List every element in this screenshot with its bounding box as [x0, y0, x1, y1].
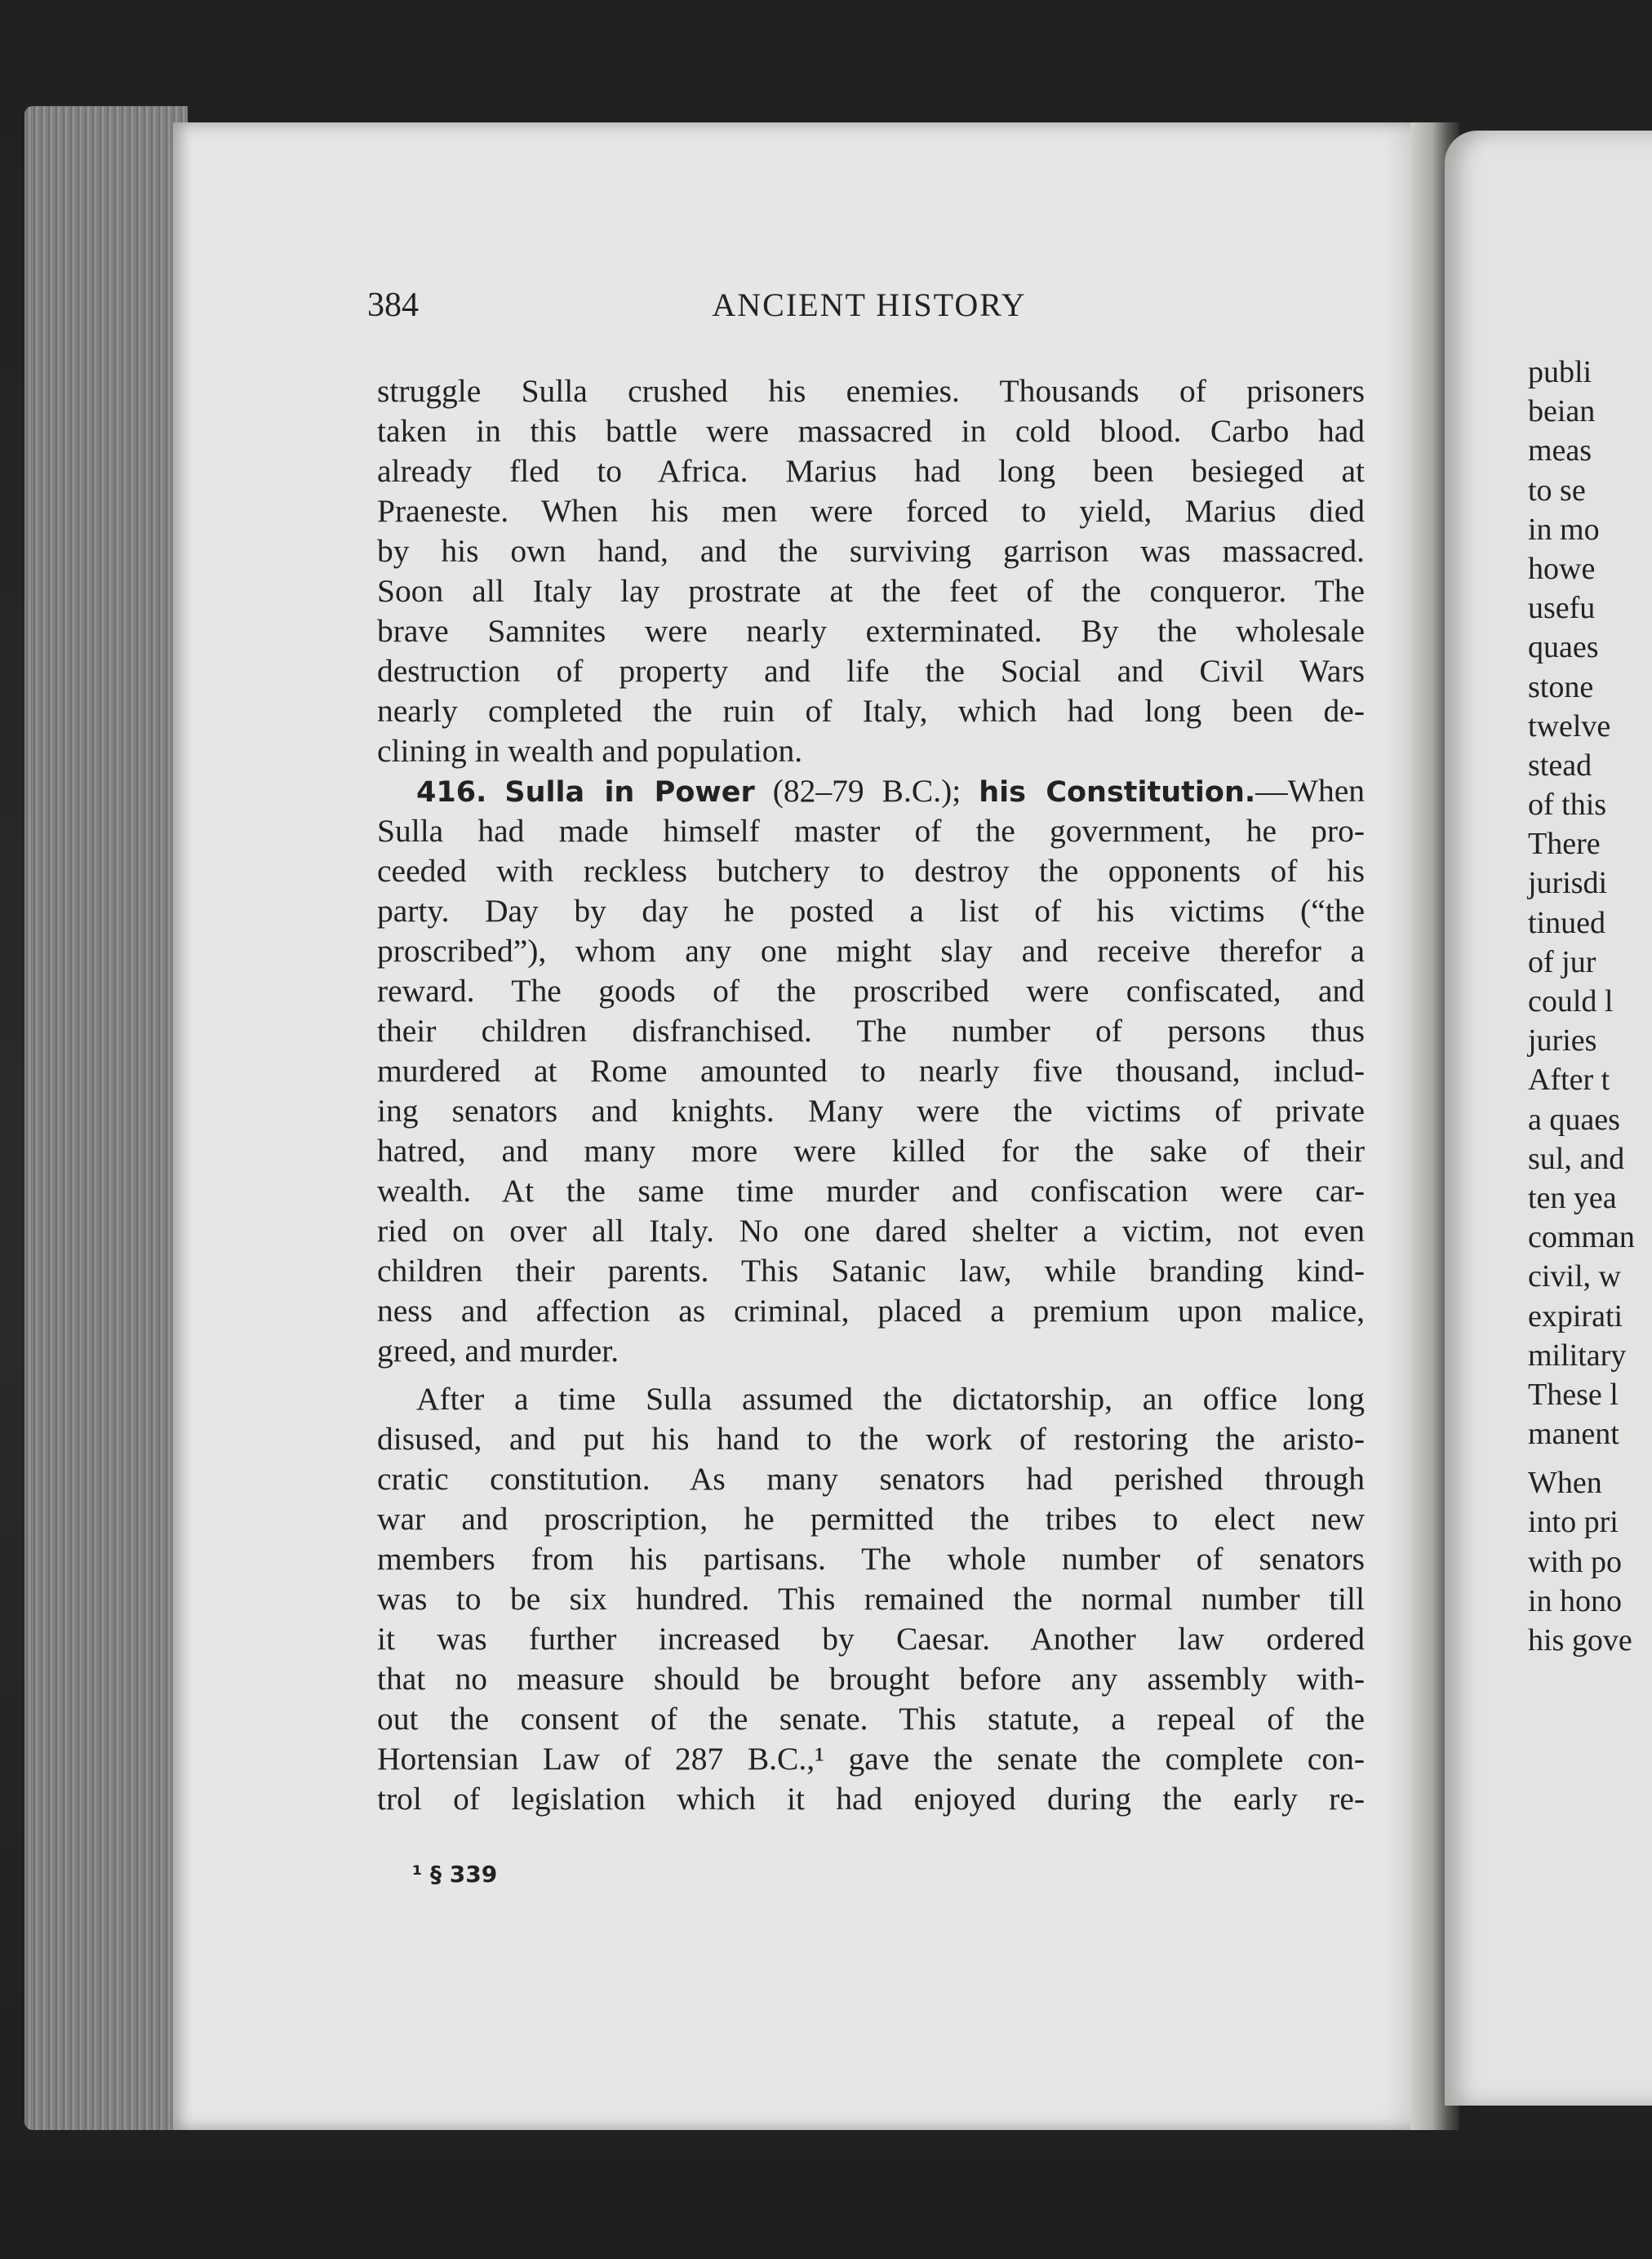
section-number: 416.: [416, 776, 487, 809]
text-line: disused, and put his hand to the work of restoring the aristo-: [377, 1421, 1365, 1457]
facing-page-text: [1528, 353, 1652, 1660]
text-line: taken in this battle were massacred in cold blood. Carbo had: [377, 413, 1365, 449]
text-line: trol of legislation which it had enjoyed during the early re-: [377, 1781, 1365, 1817]
text-line: members from his partisans. The whole number of senators: [377, 1541, 1365, 1577]
text-line: already fled to Africa. Marius had long been besieged at: [377, 453, 1365, 489]
facing-line: quaes: [1528, 630, 1599, 665]
facing-line: howe: [1528, 551, 1596, 586]
page-block-edges: [24, 106, 188, 2130]
text-line: their children disfranchised. The number of persons thus: [377, 1013, 1365, 1049]
facing-line: usefu: [1528, 591, 1596, 626]
text-line: children their parents. This Satanic law, while branding kind-: [377, 1253, 1365, 1289]
facing-page-lines: [1528, 353, 1652, 1453]
facing-line: his gove: [1528, 1623, 1632, 1658]
facing-line: into pri: [1528, 1505, 1619, 1540]
text-line: ness and affection as criminal, placed a premium upon malice,: [377, 1293, 1365, 1329]
text-line: cratic constitution. As many senators had perished through: [377, 1461, 1365, 1497]
facing-page-lines-2: [1528, 1463, 1652, 1660]
text-line: clining in wealth and population.: [377, 733, 803, 769]
facing-line: When: [1528, 1466, 1602, 1501]
section-heading-line: [377, 771, 1365, 811]
text-line: hatred, and many more were killed for the sake of their: [377, 1133, 1365, 1169]
facing-line: These l: [1528, 1377, 1619, 1412]
running-head: [367, 286, 1371, 335]
facing-line: ten yea: [1528, 1180, 1617, 1215]
facing-line: in mo: [1528, 512, 1600, 547]
footnote: ¹ § 339: [412, 1861, 498, 1888]
text-line: it was further increased by Caesar. Another law ordered: [377, 1621, 1365, 1657]
paragraph-1: [377, 371, 1365, 771]
text-line: out the consent of the senate. This statute, a repeal of the: [377, 1701, 1365, 1737]
text-line: After a time Sulla assumed the dictatorship, an office long: [416, 1381, 1365, 1417]
text-line: brave Samnites were nearly exterminated. By the wholesale: [377, 613, 1365, 649]
text-line: was to be six hundred. This remained the normal number till: [377, 1581, 1365, 1617]
page-title: ANCIENT HISTORY: [712, 286, 1027, 323]
body-text: [377, 371, 1365, 1819]
facing-line: meas: [1528, 433, 1592, 468]
facing-line: stone: [1528, 669, 1594, 704]
text-line: ing senators and knights. Many were the victims of private: [377, 1093, 1365, 1129]
facing-line: jurisdi: [1528, 866, 1608, 901]
facing-line: publi: [1528, 355, 1592, 389]
text-line: proscribed”), whom any one might slay and receive therefor a: [377, 933, 1365, 969]
facing-line: with po: [1528, 1544, 1623, 1579]
facing-line: of jur: [1528, 944, 1596, 979]
facing-line: comman: [1528, 1220, 1635, 1255]
text-line: Hortensian Law of 287 B.C.,¹ gave the senate the complete con-: [377, 1741, 1365, 1777]
facing-line: of this: [1528, 788, 1607, 823]
facing-line: civil, w: [1528, 1259, 1621, 1294]
section-heading-b: his Constitution.: [979, 776, 1256, 809]
facing-line: military: [1528, 1338, 1627, 1373]
text-line: by his own hand, and the surviving garrison was massacred.: [377, 533, 1365, 569]
text-line: greed, and murder.: [377, 1333, 620, 1369]
text-line: war and proscription, he permitted the tribes to elect new: [377, 1501, 1365, 1537]
paragraph-3: [377, 1379, 1365, 1819]
paragraph-gap: [377, 1371, 1365, 1379]
text-line: party. Day by day he posted a list of his victims (“the: [377, 893, 1365, 929]
facing-line: After t: [1528, 1063, 1610, 1098]
text-line: reward. The goods of the proscribed were confiscated, and: [377, 973, 1365, 1009]
text-line: wealth. At the same time murder and confiscation were car-: [377, 1173, 1365, 1209]
facing-line: sul, and: [1528, 1141, 1625, 1176]
facing-line: manent: [1528, 1417, 1619, 1452]
facing-line: expirati: [1528, 1298, 1623, 1334]
facing-line: stead: [1528, 748, 1592, 783]
facing-line: to se: [1528, 473, 1586, 508]
text-line: ried on over all Italy. No one dared shelter a victim, not even: [377, 1213, 1365, 1249]
section-lead: —When: [1255, 773, 1365, 809]
facing-page-gap: [1528, 1453, 1652, 1463]
text-line: nearly completed the ruin of Italy, which had long been de-: [377, 693, 1365, 729]
page-number: 384: [367, 286, 419, 324]
text-line: murdered at Rome amounted to nearly five thousand, includ-: [377, 1053, 1365, 1089]
facing-line: a quaes: [1528, 1102, 1620, 1137]
facing-line: beian: [1528, 394, 1596, 429]
facing-line: There: [1528, 827, 1601, 862]
section-dates: (82–79 B.C.);: [772, 773, 961, 809]
text-line: that no measure should be brought before any assembly with-: [377, 1661, 1365, 1697]
text-line: Sulla had made himself master of the government, he pro-: [377, 813, 1365, 849]
facing-line: juries: [1528, 1023, 1597, 1058]
text-line: destruction of property and life the Social and Civil Wars: [377, 653, 1365, 689]
facing-line: twelve: [1528, 708, 1611, 743]
text-line: struggle Sulla crushed his enemies. Thousands of prisoners: [377, 373, 1365, 409]
text-line: Soon all Italy lay prostrate at the feet of the conqueror. The: [377, 573, 1365, 609]
paragraph-2: [377, 811, 1365, 1371]
section-heading-a: Sulla in Power: [504, 776, 755, 809]
text-line: ceeded with reckless butchery to destroy the opponents of his: [377, 853, 1365, 889]
facing-line: in hono: [1528, 1583, 1623, 1618]
text-line: Praeneste. When his men were forced to yield, Marius died: [377, 493, 1365, 529]
facing-line: tinued: [1528, 905, 1605, 940]
facing-line: could l: [1528, 984, 1614, 1019]
